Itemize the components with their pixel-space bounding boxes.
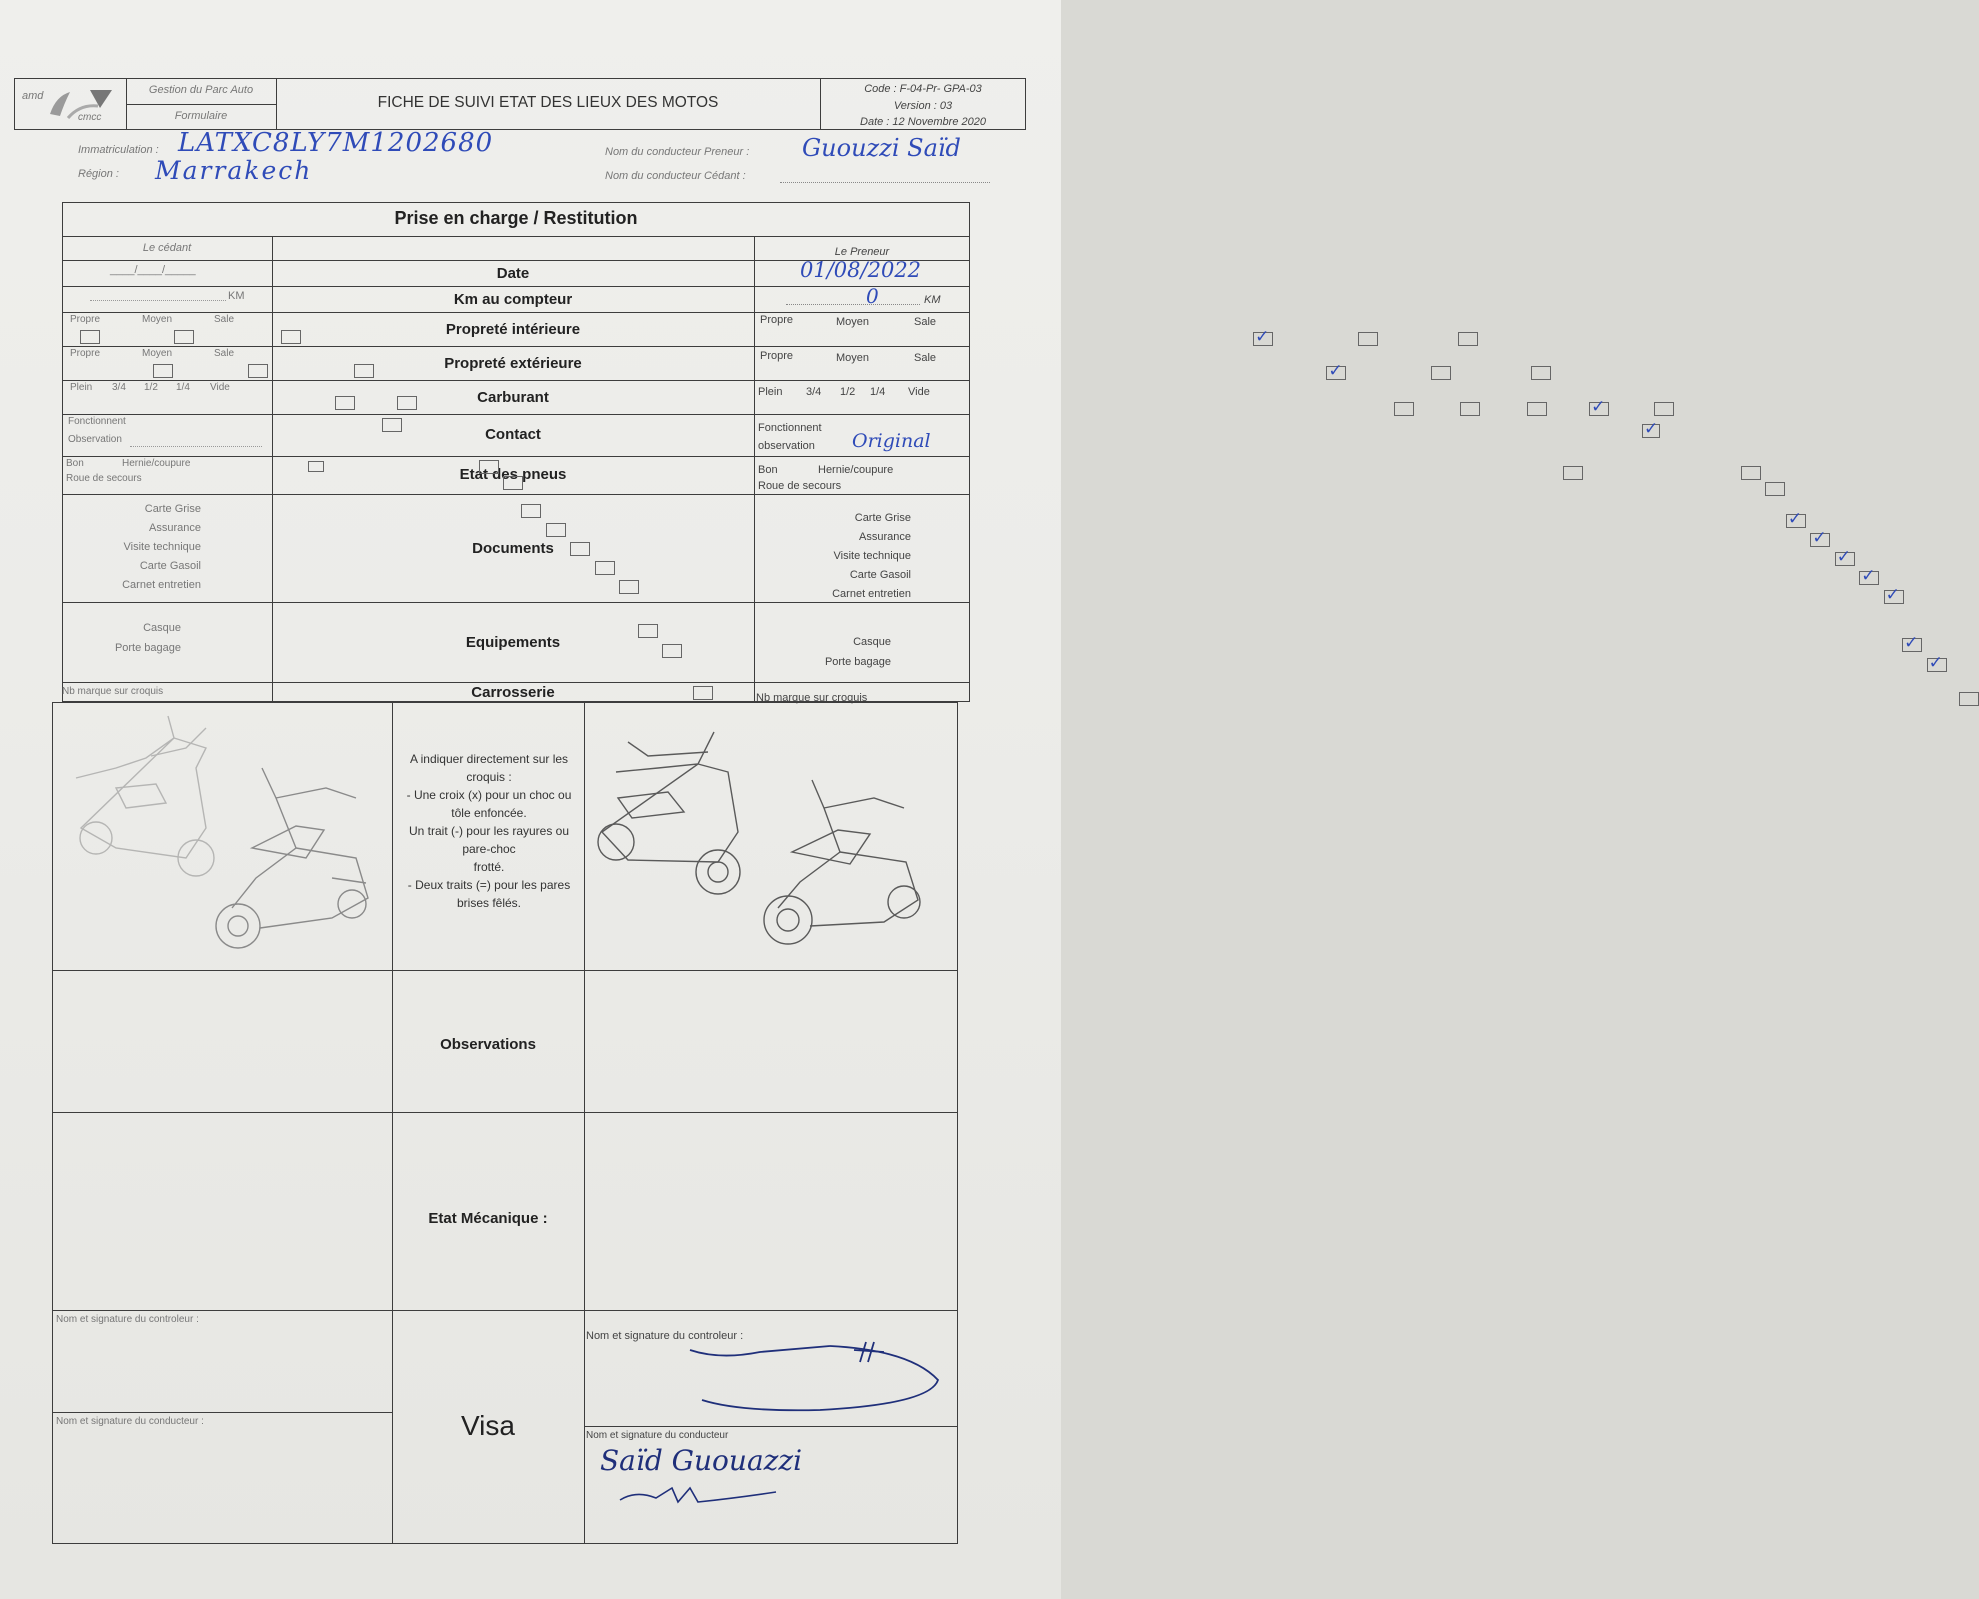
preneur-bon: Bon	[758, 464, 778, 476]
scooter-sketch-right	[588, 712, 954, 968]
cedant-nb-marque: Nb marque sur croquis	[62, 686, 164, 697]
preneur-propre-int: Propre	[760, 314, 794, 326]
department-label: Gestion du Parc Auto	[148, 84, 254, 96]
form-code: Code : F-04-Pr- GPA-03	[864, 83, 982, 95]
preneur-fuel-34: 3/4	[806, 386, 822, 398]
cedant-fuel-12: 1/2	[144, 382, 158, 393]
instr-line-5: Un trait (-) pour les rayures ou	[408, 824, 570, 838]
preneur-sale-ext-checkbox[interactable]	[1531, 366, 1551, 380]
cedant-equip-casque: Casque	[143, 622, 181, 634]
instr-line-3: - Une croix (x) pour un choc ou	[406, 788, 572, 802]
cedant-doc-checkbox-2[interactable]	[546, 523, 566, 537]
table-title: Prise en charge / Restitution	[394, 208, 638, 228]
preneur-propre-ext: Propre	[760, 350, 794, 362]
cedant-equip-porte-bagage: Porte bagage	[114, 642, 181, 654]
preneur-roue: Roue de secours	[758, 480, 842, 492]
form-version: Version : 03	[893, 100, 953, 112]
cedant-propre-ext: Propre	[70, 348, 101, 359]
preneur-fonctionnent-checkbox[interactable]: ✓	[1644, 418, 1659, 439]
form-title: FICHE DE SUIVI ETAT DES LIEUX DES MOTOS	[377, 94, 719, 111]
cedant-fuel-14: 1/4	[176, 382, 190, 393]
cedant-doc-carnet: Carnet entretien	[122, 579, 201, 591]
cedant-doc-checkbox-5[interactable]	[619, 580, 639, 594]
preneur-moyen-ext-checkbox[interactable]	[1431, 366, 1451, 380]
logo-caption: cmcc	[78, 112, 102, 123]
preneur-hernie: Hernie/coupure	[818, 464, 894, 476]
cedant-propre-ext-checkbox[interactable]	[153, 364, 173, 378]
cedant-doc-assurance: Assurance	[149, 522, 201, 534]
cedant-fuel-checkbox-b[interactable]	[397, 396, 417, 410]
row-prop-int-label: Propreté intérieure	[445, 321, 581, 338]
conducteur-signature-scribble	[616, 1478, 786, 1508]
preneur-observation: observation	[758, 440, 815, 452]
preneur-name-label: Nom du conducteur Preneur :	[605, 146, 750, 158]
preneur-nb-marque: Nb marque sur croquis	[756, 692, 868, 704]
preneur-propre-ext-checkbox[interactable]: ✓	[1326, 366, 1346, 380]
preneur-moyen-int-checkbox[interactable]	[1358, 332, 1378, 346]
right-controleur-label: Nom et signature du controleur :	[586, 1330, 744, 1342]
row-prop-ext-label: Propreté extérieure	[444, 355, 582, 372]
cedant-hernie-checkbox[interactable]	[479, 460, 499, 474]
cedant-moyen-int-checkbox[interactable]	[174, 330, 194, 344]
preneur-porte-bagage-checkbox[interactable]: ✓	[1927, 658, 1947, 672]
preneur-sale-int: Sale	[914, 316, 937, 328]
cedant-sale-int-checkbox[interactable]	[281, 330, 301, 344]
form-date: Date : 12 Novembre 2020	[860, 116, 986, 128]
cedant-nb-marque-box[interactable]	[693, 686, 713, 700]
preneur-equip-casque: Casque	[853, 636, 891, 648]
cedant-sale-int: Sale	[214, 314, 235, 325]
cedant-header: Le cédant	[142, 242, 192, 254]
cedant-name-label: Nom du conducteur Cédant :	[605, 170, 746, 182]
preneur-doc-carte-gasoil: Carte Gasoil	[849, 569, 911, 581]
preneur-km-value: 0	[866, 284, 879, 308]
instr-line-6: pare-choc	[462, 842, 516, 856]
cedant-date-blank: ____/____/_____	[110, 264, 196, 276]
instr-line-4: tôle enfoncée.	[451, 806, 527, 820]
preneur-doc-checkbox-4[interactable]: ✓	[1859, 571, 1879, 585]
preneur-moyen-int: Moyen	[836, 316, 870, 328]
cedant-moyen-int: Moyen	[142, 314, 173, 325]
preneur-observation-value: Original	[852, 430, 931, 452]
preneur-propre-int-checkbox[interactable]: ✓	[1253, 332, 1273, 346]
preneur-sale-ext: Sale	[914, 352, 937, 364]
row-pneus-label: Etat des pneus	[459, 466, 567, 483]
cedant-fonctionnent: Fonctionnent	[68, 416, 126, 427]
cedant-fuel-checkbox-a[interactable]	[335, 396, 355, 410]
preneur-doc-checkbox-3[interactable]: ✓	[1835, 552, 1855, 566]
cedant-sale-ext-checkbox[interactable]	[354, 364, 374, 378]
preneur-doc-checkbox-5[interactable]: ✓	[1884, 590, 1904, 604]
preneur-equip-porte-bagage: Porte bagage	[824, 656, 891, 668]
conducteur-signature: Saïd Guouazzi	[600, 1444, 803, 1477]
cedant-doc-carte-grise: Carte Grise	[144, 503, 201, 515]
cedant-fonctionnent-checkbox[interactable]	[382, 418, 402, 432]
scooter-sketch-left	[56, 708, 388, 966]
preneur-doc-checkbox-1[interactable]: ✓	[1786, 514, 1806, 528]
preneur-bon-checkbox[interactable]	[1563, 466, 1583, 480]
cedant-bon: Bon	[66, 458, 84, 469]
instr-line-7: frotté.	[473, 860, 505, 874]
cedant-doc-carte-gasoil: Carte Gasoil	[139, 560, 201, 572]
row-carrosserie-label: Carrosserie	[471, 684, 555, 701]
preneur-fuel-34-checkbox[interactable]	[1460, 402, 1480, 416]
cedant-doc-checkbox-4[interactable]	[595, 561, 615, 575]
preneur-doc-carnet: Carnet entretien	[832, 588, 911, 600]
preneur-name-value: Guouzzi Saïd	[802, 134, 961, 162]
cedant-moyen-ext: Moyen	[142, 348, 173, 359]
right-conducteur-label: Nom et signature du conducteur	[586, 1430, 729, 1441]
preneur-fuel-vide-checkbox[interactable]	[1654, 402, 1674, 416]
cedant-casque-checkbox[interactable]	[638, 624, 658, 638]
preneur-fonctionnent: Fonctionnent	[758, 422, 822, 434]
preneur-fuel-plein: Plein	[758, 386, 783, 398]
preneur-doc-carte-grise: Carte Grise	[854, 512, 911, 524]
left-controleur-label: Nom et signature du controleur :	[56, 1314, 199, 1325]
region-value: Marrakech	[155, 156, 313, 185]
mecanique-label: Etat Mécanique :	[428, 1210, 548, 1227]
cedant-propre-int: Propre	[70, 314, 101, 325]
preneur-km-unit: KM	[924, 294, 941, 306]
immatriculation-label: Immatriculation :	[78, 144, 159, 156]
cedant-observation: Observation	[68, 434, 122, 445]
cedant-fuel-34: 3/4	[112, 382, 126, 393]
cedant-doc-checkbox-1[interactable]	[521, 504, 541, 518]
row-documents-label: Documents	[472, 540, 554, 557]
cedant-sale-ext: Sale	[214, 348, 235, 359]
cedant-roue-checkbox[interactable]	[503, 476, 523, 490]
cedant-doc-visite: Visite technique	[123, 541, 201, 553]
preneur-fuel-vide: Vide	[908, 386, 930, 398]
observations-label: Observations	[440, 1036, 536, 1053]
cedant-doc-checkbox-3[interactable]	[570, 542, 590, 556]
preneur-fuel-12-checkbox[interactable]	[1527, 402, 1547, 416]
instr-line-1: A indiquer directement sur les	[409, 752, 569, 766]
preneur-doc-visite: Visite technique	[833, 550, 911, 562]
row-contact-label: Contact	[485, 426, 541, 443]
preneur-sale-int-checkbox[interactable]	[1458, 332, 1478, 346]
preneur-nb-marque-box[interactable]	[1959, 692, 1979, 706]
preneur-roue-checkbox[interactable]	[1765, 482, 1785, 496]
cedant-fuel-vide: Vide	[210, 382, 230, 393]
company-logo	[20, 84, 120, 126]
preneur-doc-assurance: Assurance	[859, 531, 911, 543]
sketch-instructions	[396, 750, 582, 912]
visa-label: Visa	[461, 1410, 515, 1441]
cedant-propre-int-checkbox[interactable]	[80, 330, 100, 344]
region-label: Région :	[78, 168, 119, 180]
preneur-date-value: 01/08/2022	[800, 258, 922, 282]
preneur-fuel-12: 1/2	[840, 386, 856, 398]
row-equipements-label: Equipements	[465, 634, 561, 651]
instr-line-2: croquis :	[466, 770, 512, 784]
left-conducteur-label: Nom et signature du conducteur :	[56, 1416, 204, 1427]
cedant-roue: Roue de secours	[66, 473, 142, 484]
instr-line-9: brises fêlés.	[456, 896, 522, 910]
doc-type-label: Formulaire	[174, 110, 228, 122]
controleur-signature	[680, 1340, 950, 1416]
immatriculation-value: LATXC8LY7M1202680	[178, 128, 494, 158]
preneur-fuel-14-checkbox[interactable]: ✓	[1589, 402, 1609, 416]
cedant-moyen-ext-checkbox[interactable]	[248, 364, 268, 378]
row-carburant-label: Carburant	[477, 389, 549, 406]
preneur-moyen-ext: Moyen	[836, 352, 870, 364]
cedant-bon-checkbox[interactable]	[308, 461, 324, 472]
row-date-label: Date	[496, 265, 530, 282]
preneur-fuel-plein-checkbox[interactable]	[1394, 402, 1414, 416]
row-km-label: Km au compteur	[453, 291, 573, 308]
preneur-doc-checkbox-2[interactable]: ✓	[1810, 533, 1830, 547]
logo-text: amd	[22, 90, 44, 102]
cedant-hernie: Hernie/coupure	[122, 458, 191, 469]
cedant-fuel-plein: Plein	[70, 382, 93, 393]
preneur-fuel-14: 1/4	[870, 386, 886, 398]
preneur-hernie-checkbox[interactable]	[1741, 466, 1761, 480]
instr-line-8: - Deux traits (=) pour les pares	[407, 878, 571, 892]
cedant-porte-bagage-checkbox[interactable]	[662, 644, 682, 658]
preneur-casque-checkbox[interactable]: ✓	[1902, 638, 1922, 652]
preneur-header: Le Preneur	[834, 246, 890, 258]
cedant-km-unit: KM	[228, 290, 245, 302]
